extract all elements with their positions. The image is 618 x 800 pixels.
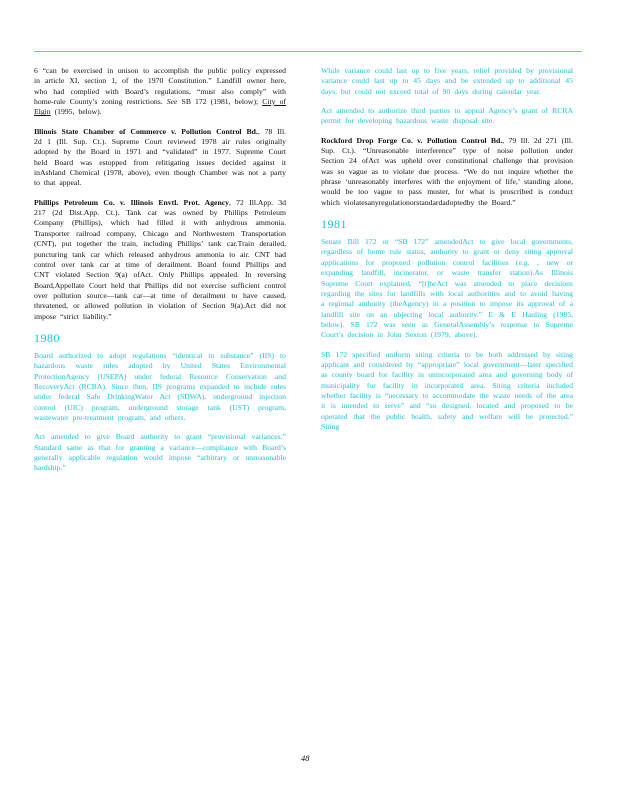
page-number: 48 xyxy=(301,753,310,763)
paragraph-text: (1995, below). xyxy=(50,107,102,117)
paragraph-text: , 72 Ill.App. 3d 217 (2d Dist.App. Ct.). Tank car was owned by Phillips Petroleum Company (Phillips), which had filled it with anhydrous ammonia. Transporter railroad company, Chicago and Northwestern Transportation (CNT), put together the train, including Phillips’ tank car.Train derailed, puncturing tank car which released anhydrous ammonia to air. CNT had control over tank car at time of derailment. Board found Phillips and CNT violated Section 9(a) ofAct. Only Phillips appealed. In reversing Board,Appellate Court held that Phillips did not exercise sufficient control over pollution source—tank car—at time of derailment to have caused, threatened, or allowed pollution in violation of Section 9(a).Act did not impose “strict liability.” xyxy=(34,197,286,321)
paragraph-text: 6 “can be exercised in unison to accomplish the public policy expressed in article XI, section 1, of the 1970 Constitution.” Landfill owner here, who had complied with Board’s regulations, “must also comply” with home-rule County’s zoning restrictions. xyxy=(34,66,286,107)
left-column xyxy=(34,66,286,483)
right-column xyxy=(321,66,573,441)
paragraph-text: SB 172 (1981, below); xyxy=(177,97,263,107)
case-name: Phillips Petroleum Co. v. Illinois Envtl. Prot. Agency xyxy=(34,197,229,207)
header-rule xyxy=(34,51,582,52)
paragraph-rockford-drop-forge xyxy=(321,136,573,208)
see-signal: See xyxy=(166,97,178,107)
case-name: Rockford Drop Forge Co. v. Pollution Control Bd. xyxy=(321,135,503,145)
paragraph-iis-programs: Board authorized to adopt regulations “identical in substance” (IIS) to hazardous waste rules adopted by United States Environmental ProtectionAgency (USEPA) under federal Resource Conservation and RecoveryAct (RCRA). Since then, IIS programs expanded to include rules under federal Safe DrinkingWater Act (SDWA), underground injection control (UIC) program, underground storage tank (UST) program, wastewater pre-treatment program, and others. xyxy=(34,350,286,422)
paragraph-phillips-petroleum xyxy=(34,198,286,322)
paragraph-siting-criteria: SB 172 specified uniform siting criteria to be both addressed by siting applicant and considered by “appropriate” local government—later specified as county board for facility in unincorporated area and governing body of municipality for facility in incorporated area. Siting criteria included whether facility is “necessary to accommodate the waste needs of the area it is intended to serve” and “so designed, located and proposed to be operated that the public health, safety and welfare will be protected.” Siting xyxy=(321,349,573,431)
paragraph-text: , 78 Ill. 2d 1 (Ill. Sup. Ct.). Supreme Court reviewed 1978 air rules originally adopted by the Board in 1971 and “validated” in 1977. Supreme Court held Board was estopped from relitigating issues decided against it inAshland Chemical (1978, above), even though Chamber was not a party to that appeal. xyxy=(34,126,287,188)
paragraph-sb-172: Senate Bill 172 or “SB 172” amendedAct to give local governments, regardless of home rule status, authority to grant or deny siting approval applications for proposed pollution control facilities (e.g. , new or expanding landfill, incinerator, or waste transfer station).As Illinois Supreme Court explained, “[t]heAct was amended to place decisions regarding the sites for landfills with local authorities and to avoid having a regional authority (theAgency) in a position to impose its approval of a landfill site on an objecting local authority.” E & E Hauling (1985, below). SB 172 was seen as GeneralAssembly’s response to Supreme Court’s decision in John Sexton (1979, above). xyxy=(321,237,573,340)
paragraph-home-rule xyxy=(34,66,286,118)
paragraph-variance-duration: While variance could last up to five years, relief provided by provisional variance could last up to 45 days and be extended up to additional 45 days, but could not exceed total of 90 days during calendar year. xyxy=(321,66,573,96)
paragraph-text: , 79 Ill. 2d 271 (Ill. Sup. Ct.). “Unreasonable interference” type of noise pollution under Section 24 ofAct was upheld over constitutional challenge that provision was so vague as to violate due process. “We do not inquire whether the phrase ‘unreasonably interferes with the enjoyment of life,’ standing alone, would be too vague to pass muster, for what is proscribed is conduct which violatesanyregulationorstandardadoptedby the Board.” xyxy=(321,135,573,207)
paragraph-provisional-variances: Act amended to give Board authority to grant “provisional variances.” Standard same as that for granting a variance—compliance with Board’s generally applicable regulation would impose “arbitrary or unreasonable hardship.” xyxy=(34,432,286,473)
case-name: Illinois State Chamber of Commerce v. Pollution Control Bd. xyxy=(34,126,258,136)
year-heading-1981: 1981 xyxy=(321,217,347,232)
year-heading-1980: 1980 xyxy=(34,330,60,345)
paragraph-rcra-appeal: Act amended to authorize third parties to appeal Agency’s grant of RCRA permit for developing hazardous waste disposal site. xyxy=(321,106,573,126)
case-reference: City of Elgin xyxy=(34,97,286,117)
paragraph-chamber-of-commerce xyxy=(34,127,286,189)
